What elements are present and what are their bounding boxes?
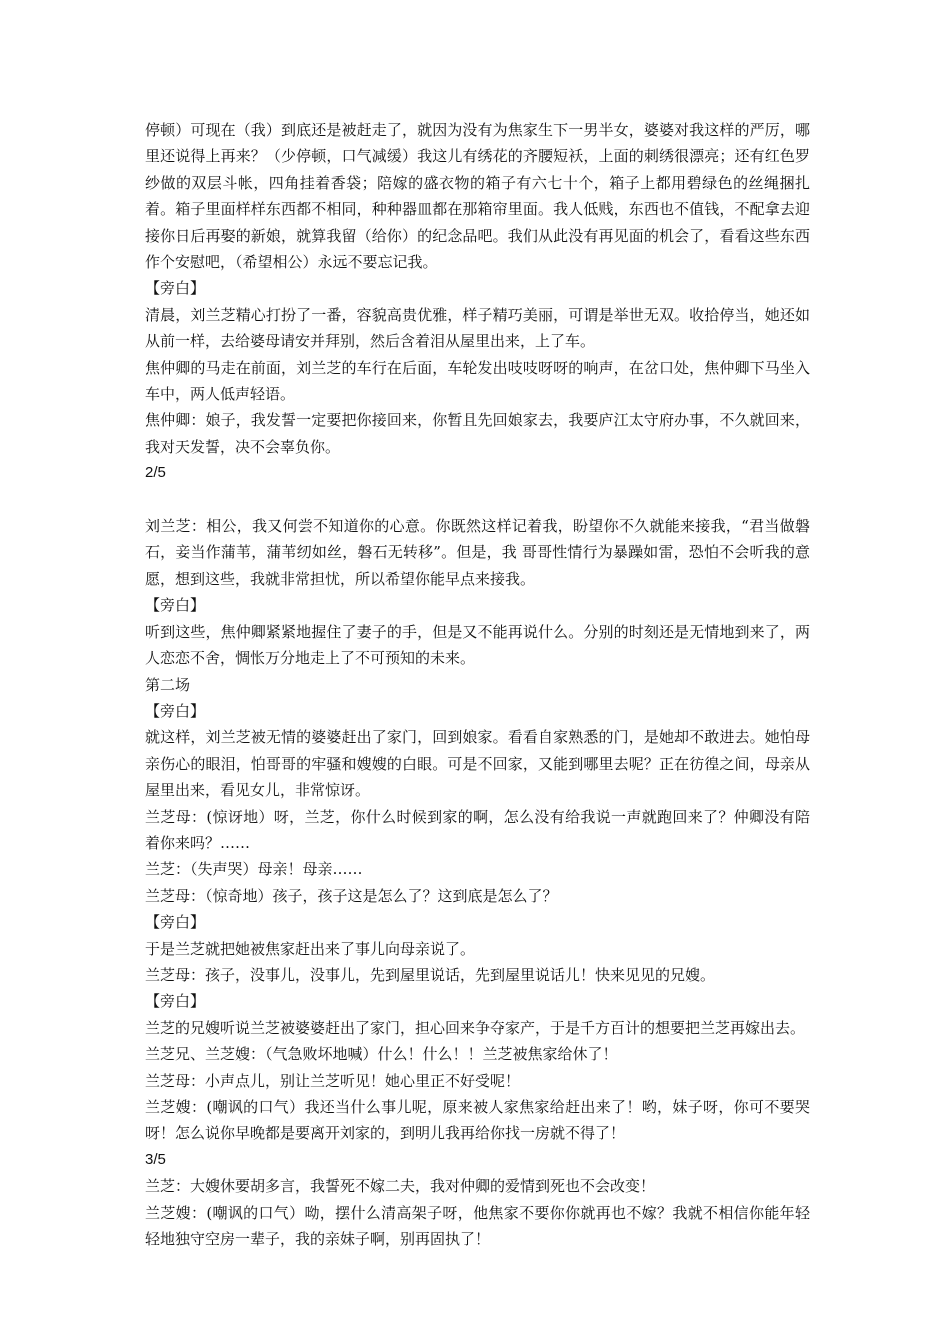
narration-paragraph: 兰芝的兄嫂听说兰芝被婆婆赶出了家门，担心回来争夺家产，于是千方百计的想要把兰芝再嫁出去。 (145, 1018, 806, 1037)
dialogue-paragraph: 焦仲卿：娘子，我发誓一定要把你接回来，你暂且先回娘家去，我要庐江太守府办事，不久就回来，我对天发誓，决不会辜负你。 (145, 411, 810, 456)
narration-marker: 【旁白】 (145, 596, 206, 615)
document-page (145, 117, 810, 1252)
narration-marker: 【旁白】 (145, 279, 206, 298)
dialogue-paragraph: 停顿）可现在（我）到底还是被赶走了，就因为没有为焦家生下一男半女，婆婆对我这样的严厉，哪里还说得上再来？（少停顿，口气减缓）我这儿有绣花的齐腰短袄，上面的刺绣很漂亮；还有红色罗纱做的双层斗帐，四角挂着香袋；陪嫁的盛衣物的箱子有六七十个，箱子上都用碧绿色的丝绳捆扎着。箱子里面样样东西都不相同，种种器皿都在那箱帘里面。我人低贱，东西也不值钱，不配拿去迎接你日后再娶的新娘，就算我留（给你）的纪念品吧。我们从此没有再见面的机会了，看看这些东西作个安慰吧，（希望相公）永远不要忘记我。 (145, 121, 810, 272)
dialogue-paragraph: 兰芝母：(惊讶地）呀，兰芝，你什么时候到家的啊，怎么没有给我说一声就跑回来了？仲卿没有陪着你来吗？…… (145, 807, 810, 852)
narration-marker: 【旁白】 (145, 913, 206, 932)
narration-paragraph: 清晨，刘兰芝精心打扮了一番，容貌高贵优雅，样子精巧美丽，可谓是举世无双。收拾停当，她还如从前一样，去给婆母请安并拜别，然后含着泪从屋里出来，上了车。 (145, 305, 810, 351)
dialogue-paragraph: 兰芝母：小声点儿，别让兰芝听见！她心里正不好受呢！ (145, 1071, 521, 1090)
dialogue-paragraph: 兰芝：（失声哭）母亲！母亲…… (145, 860, 363, 879)
narration-paragraph: 就这样，刘兰芝被无情的婆婆赶出了家门，回到娘家。看看自家熟悉的门，是她却不敢进去。她怕母亲伤心的眼泪，怕哥哥的牢骚和嫂嫂的白眼。可是不回家，又能到哪里去呢？正在彷徨之间，母亲从屋里出来，看见女儿，非常惊讶。 (145, 728, 810, 800)
narration-paragraph: 听到这些，焦仲卿紧紧地握住了妻子的手，但是又不能再说什么。分别的时刻还是无情地到来了，两人恋恋不舍，惆怅万分地走上了不可预知的未来。 (145, 622, 810, 668)
dialogue-paragraph: 兰芝兄、兰芝嫂：（气急败坏地喊）什么！什么！！兰芝被焦家给休了！ (145, 1045, 618, 1064)
dialogue-paragraph: 兰芝嫂：(嘲讽的口气）呦，摆什么清高架子呀，他焦家不要你你就再也不嫁？我就不相信你能年轻轻地独守空房一辈子，我的亲妹子啊，别再固执了！ (145, 1203, 810, 1249)
dialogue-paragraph: 兰芝嫂：(嘲讽的口气）我还当什么事儿呢，原来被人家焦家给赶出来了！哟，妹子呀，你可不要哭呀！怎么说你早晚都是要离开刘家的，到明儿我再给你找一房就不得了！ (145, 1098, 810, 1143)
page-number: 3/5 (145, 1150, 166, 1168)
dialogue-paragraph: 刘兰芝：相公，我又何尝不知道你的心意。你既然这样记着我，盼望你不久就能来接我，“君当做磐石，妾当作蒲苇，蒲苇纫如丝，磐石无转移”。但是，我 哥哥性情行为暴躁如雷，恐怕不会听我的意愿，想到这些，我就非常担忧，所以希望你能早点来接我。 (145, 517, 810, 588)
dialogue-paragraph: 兰芝母：（惊奇地）孩子，孩子这是怎么了？这到底是怎么了？ (145, 886, 558, 905)
narration-paragraph: 焦仲卿的马走在前面，刘兰芝的车行在后面，车轮发出吱吱呀呀的响声，在岔口处，焦仲卿下马坐入车中，两人低声轻语。 (145, 358, 810, 404)
narration-marker: 【旁白】 (145, 701, 206, 720)
page-number: 2/5 (145, 464, 166, 482)
dialogue-paragraph: 兰芝：大嫂休要胡多言，我誓死不嫁二夫，我对仲卿的爱情到死也不会改变！ (145, 1177, 656, 1196)
narration-paragraph: 于是兰芝就把她被焦家赶出来了事儿向母亲说了。 (145, 939, 476, 958)
page-break (145, 487, 810, 513)
narration-marker: 【旁白】 (145, 992, 206, 1011)
dialogue-paragraph: 兰芝母：孩子，没事儿，没事儿，先到屋里说话，先到屋里说话儿！快来见见的兄嫂。 (145, 965, 716, 984)
scene-heading: 第二场 (145, 675, 191, 694)
